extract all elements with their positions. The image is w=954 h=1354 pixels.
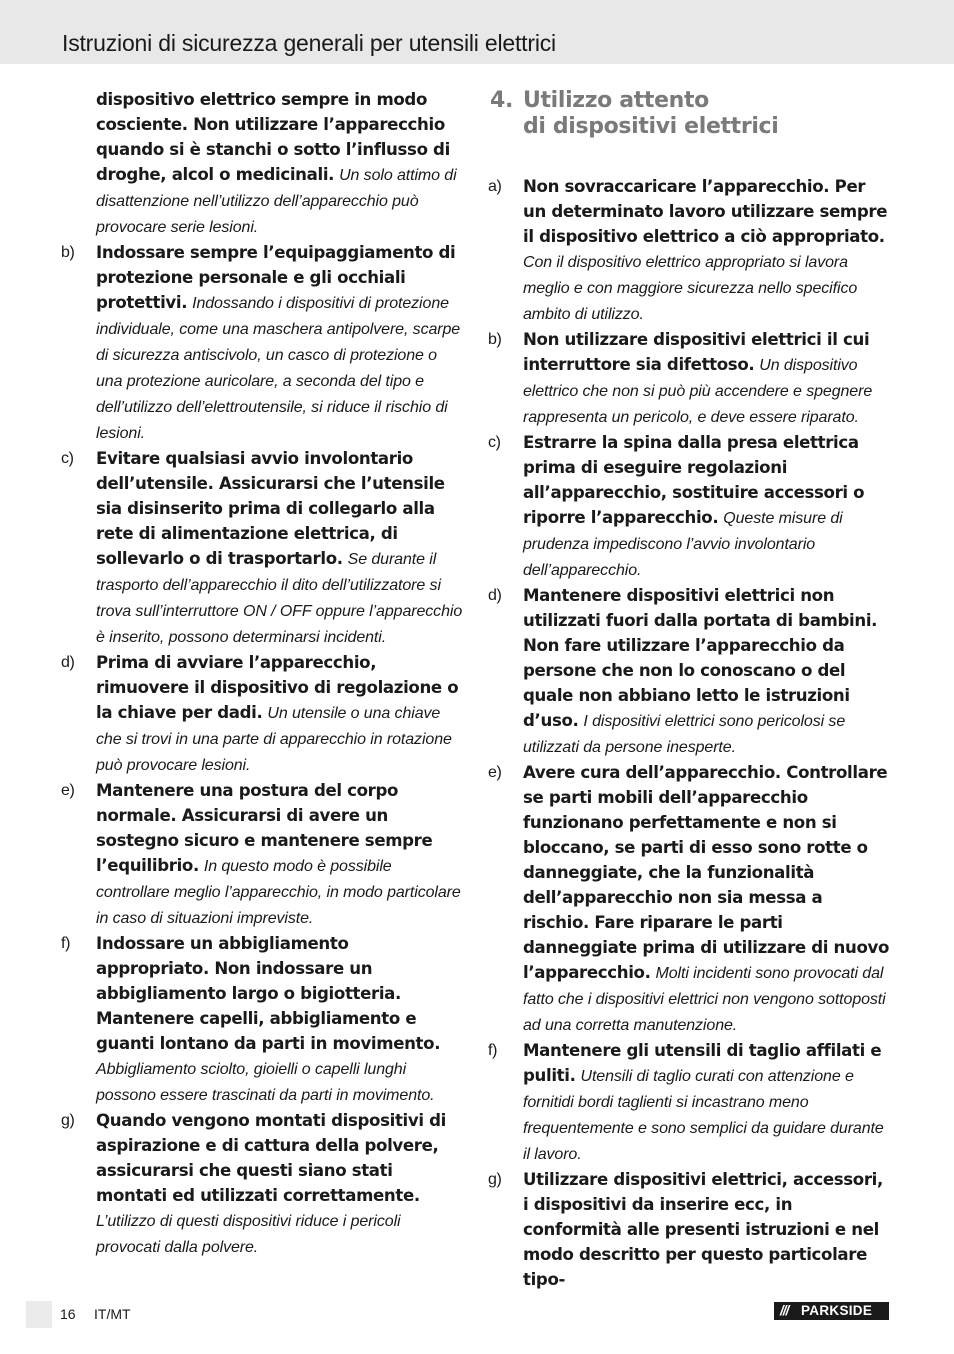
item-bold-text: Prima di avviare l’apparecchio, rimuovere il dispositivo di regolazione o la chiave per dadi. — [96, 653, 459, 722]
item-bold-text: Indossare un abbigliamento appropriato. Non indossare un abbigliamento largo o bigiotteria. Mantenere capelli, abbigliamento e guanti lontano da parti in movimento. — [96, 934, 441, 1053]
item-bold-text: Mantenere gli utensili di taglio affilati e puliti. — [523, 1041, 882, 1085]
logo-stripes: /// — [780, 1303, 789, 1318]
section-title-line-2: di dispositivi elettrici — [523, 114, 779, 139]
list-item — [61, 650, 465, 778]
section-number: 4. — [490, 88, 513, 113]
list-item — [488, 327, 892, 430]
item-bold-text: Mantenere una postura del corpo normale. Assicurarsi di avere un sostegno sicuro e mantenere sempre l’equilibrio. — [96, 781, 433, 875]
list-item — [61, 1108, 465, 1260]
brand-logo — [774, 1302, 889, 1320]
item-bold-text: Non utilizzare dispositivi elettrici il cui interruttore sia difettoso. — [523, 330, 870, 374]
list-item — [488, 583, 892, 760]
item-marker: b) — [61, 244, 75, 261]
item-italic-text: Abbigliamento sciolto, gioielli o capelli lunghi possono essere trascinati da parti in movimento. — [96, 1061, 435, 1104]
item-marker: f) — [488, 1042, 498, 1059]
item-italic-text: In questo modo è possibile controllare meglio l’apparecchio, in modo particolare in caso di situazioni impreviste. — [96, 858, 461, 927]
language-code: IT/MT — [94, 1306, 131, 1322]
item-marker: c) — [488, 434, 501, 451]
item-italic-text: Utensili di taglio curati con attenzione e fornitidi bordi taglienti si incastrano meno frequentemente e sono semplici da guidare durante il lavoro. — [523, 1068, 884, 1163]
item-italic-text: Se durante il trasporto dell’apparecchio il dito dell’utilizzatore si trova sull’interruttore ON / OFF oppure l’apparecchio è inserito, possono determinarsi incidenti. — [96, 551, 463, 646]
item-italic-text: Indossando i dispositivi di protezione individuale, come una maschera antipolvere, scarpe di sicurezza antiscivolo, un casco di protezione o una protezione auricolare, a seconda del tipo e dell’utilizzo dell’elettroutensile, si riduce il rischio di lesioni. — [96, 295, 461, 442]
page-header — [0, 0, 954, 64]
list-item — [488, 430, 892, 583]
list-item — [61, 931, 465, 1108]
item-italic-text: Con il dispositivo elettrico appropriato si lavora meglio e con maggiore sicurezza nello specifico ambito di utilizzo. — [523, 254, 858, 323]
item-marker: g) — [488, 1171, 502, 1188]
list-item — [488, 1167, 892, 1292]
item-marker: e) — [61, 782, 75, 799]
list-item — [488, 174, 892, 327]
lead-bold-text: dispositivo elettrico sempre in modo cosciente. Non utilizzare l’apparecchio quando si è stanchi o sotto l’influsso di droghe, alcol o medicinali. — [96, 90, 450, 184]
item-bold-text: Mantenere dispositivi elettrici non utilizzati fuori dalla portata di bambini. Non fare utilizzare l’apparecchio da persone che non lo conoscano o del quale non abbiano letto le istruzioni d’uso. — [523, 586, 878, 730]
page-title: Istruzioni di sicurezza generali per utensili elettrici — [62, 30, 556, 56]
item-bold-text: Non sovraccaricare l’apparecchio. Per un determinato lavoro utilizzare sempre il dispositivo elettrico a ciò appropriato. — [523, 177, 888, 246]
section-title-line-1: Utilizzo attento — [523, 88, 709, 113]
item-italic-text: Un utensile o una chiave che si trovi in una parte di apparecchio in rotazione può provocare lesioni. — [96, 705, 452, 774]
item-italic-text: Un dispositivo elettrico che non si può più accendere e spegnere rappresenta un pericolo, e deve essere riparato. — [523, 357, 873, 426]
right-column — [488, 87, 892, 1292]
item-marker: e) — [488, 764, 502, 781]
list-item — [61, 778, 465, 931]
item-italic-text: Queste misure di prudenza impediscono l’avvio involontario dell’apparecchio. — [523, 510, 843, 579]
item-marker: g) — [61, 1112, 75, 1129]
item-bold-text: Indossare sempre l’equipaggiamento di protezione personale e gli occhiali protettivi. — [96, 243, 456, 312]
left-column — [61, 87, 465, 1260]
lead-paragraph — [61, 87, 465, 240]
footer-page-box — [26, 1301, 52, 1328]
item-italic-text: I dispositivi elettrici sono pericolosi se utilizzati da persone inesperte. — [523, 713, 846, 756]
item-bold-text: Quando vengono montati dispositivi di aspirazione e di cattura della polvere, assicurarsi che questi siano stati montati ed utilizzati correttamente. — [96, 1111, 446, 1205]
section-heading — [488, 88, 892, 140]
lead-italic-text: Un solo attimo di disattenzione nell’utilizzo dell’apparecchio può provocare serie lesioni. — [96, 167, 457, 236]
item-italic-text: Molti incidenti sono provocati dal fatto che i dispositivi elettrici non vengono sottoposti ad una corretta manutenzione. — [523, 965, 886, 1034]
item-bold-text: Estrarre la spina dalla presa elettrica prima di eseguire regolazioni all’apparecchio, sostituire accessori o riporre l’apparecchio. — [523, 433, 865, 527]
item-marker: c) — [61, 450, 74, 467]
list-item — [488, 760, 892, 1038]
list-item — [61, 240, 465, 446]
item-marker: a) — [488, 178, 502, 195]
item-italic-text: L’utilizzo di questi dispositivi riduce i pericoli provocati dalla polvere. — [96, 1213, 401, 1256]
item-marker: f) — [61, 935, 71, 952]
list-item — [61, 446, 465, 650]
logo-text: PARKSIDE — [801, 1303, 873, 1318]
item-marker: b) — [488, 331, 502, 348]
list-item — [488, 1038, 892, 1167]
page-number: 16 — [60, 1306, 76, 1322]
item-bold-text: Evitare qualsiasi avvio involontario dell’utensile. Assicurarsi che l’utensile sia disinserito prima di collegarlo alla rete di alimentazione elettrica, di sollevarlo o di trasportarlo. — [96, 449, 445, 568]
item-marker: d) — [488, 587, 502, 604]
item-bold-text: Utilizzare dispositivi elettrici, accessori, i dispositivi da inserire ecc, in conformità alle presenti istruzioni e nel modo descritto per questo particolare tipo- — [523, 1170, 883, 1289]
item-marker: d) — [61, 654, 75, 671]
item-bold-text: Avere cura dell’apparecchio. Controllare se parti mobili dell’apparecchio funzionano perfettamente e non si bloccano, se parti di esso sono rotte o danneggiate, che la funzionalità dell’apparecchio non sia messa a rischio. Fare riparare le parti danneggiate prima di utilizzare di nuovo l’apparecchio. — [523, 763, 890, 982]
